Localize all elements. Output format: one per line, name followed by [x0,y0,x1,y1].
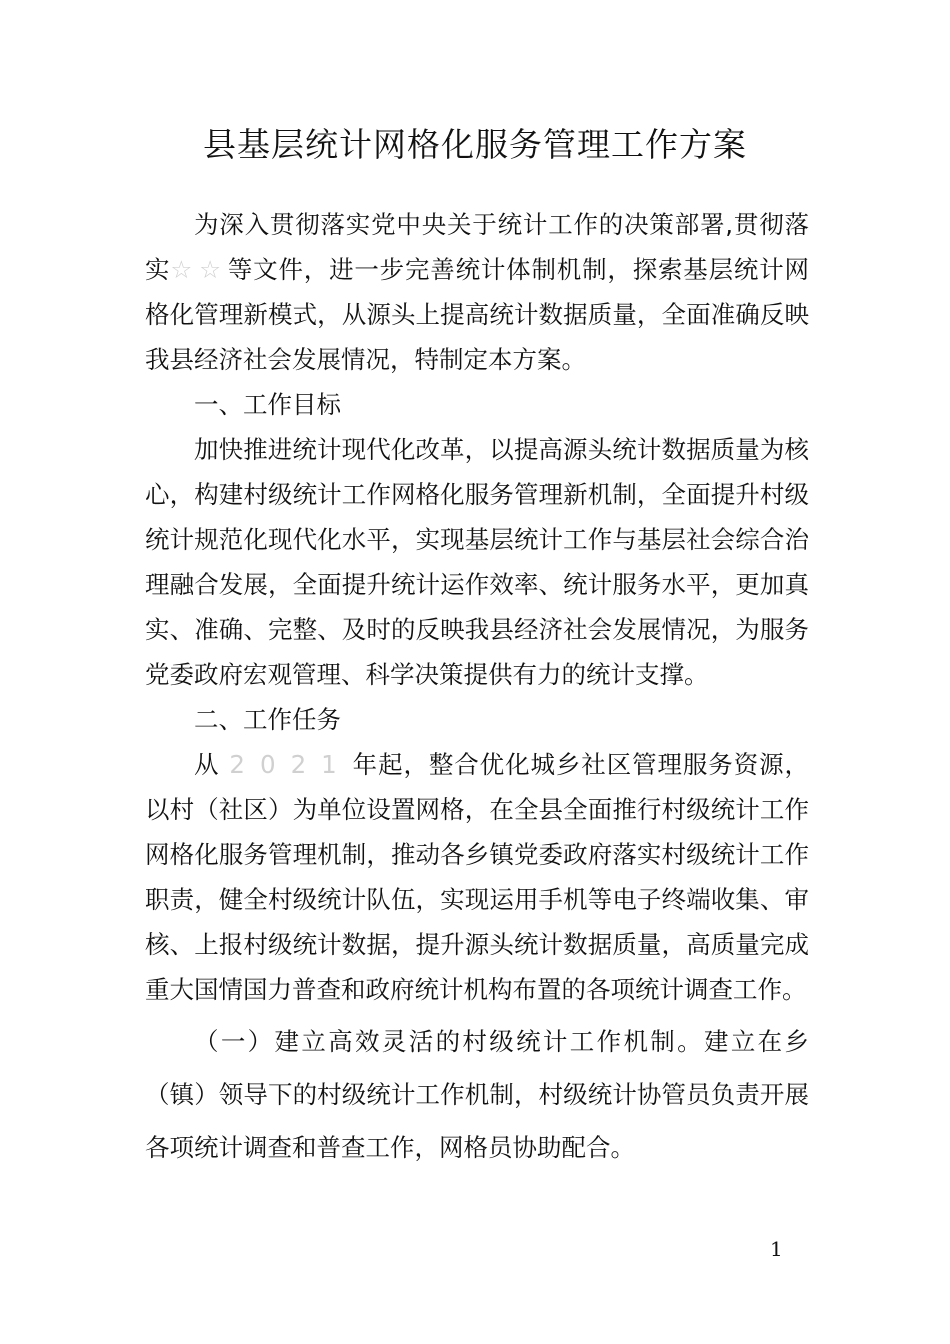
tasks-text-prefix: 从 [194,750,220,779]
intro-text-end: 等文件，进一步完善统计体制机制，探索基层统计网格化管理新模式，从源头上提高统计数据质量，全面准确反映我县经济社会发展情况，特制定本方案。 [145,255,810,374]
redacted-file-name: ☆☆ [170,255,228,284]
page-number: 1 [770,1237,783,1261]
tasks-text-rest: 年起，整合优化城乡社区管理服务资源，以村（社区）为单位设置网格，在全县全面推行村级统计工作网格化服务管理机制，推动各乡镇党委政府落实村级统计工作职责，健全村级统计队伍，实现运用手机等电子终端收集、审核、上报村级统计数据，提升源头统计数据质量，高质量完成重大国情国力普查和政府统计机构布置的各项统计调查工作。 [145,750,810,1004]
intro-paragraph [145,202,809,382]
section-heading-goals: 一、工作目标 [194,390,341,419]
document-body [145,202,809,1174]
section-heading-tasks: 二、工作任务 [194,705,341,734]
intro-text-start: 为深入贯彻落实党中央关于统计工作的决策部署,贯彻落实 [145,210,809,284]
document-title: 县基层统计网格化服务管理工作方案 [203,125,747,164]
goals-paragraph: 加快推进统计现代化改革，以提高源头统计数据质量为核心，构建村级统计工作网格化服务管理新机制，全面提升村级统计规范化现代化水平，实现基层统计工作与基层社会综合治理融合发展，全面提升统计运作效率、统计服务水平，更加真实、准确、完整、及时的反映我县经济社会发展情况，为服务党委政府宏观管理、科学决策提供有力的统计支撑。 [145,435,809,689]
start-year: 2021 [229,750,352,779]
subsection-paragraph: （一）建立高效灵活的村级统计工作机制。建立在乡（镇）领导下的村级统计工作机制，村级统计协管员负责开展各项统计调查和普查工作，网格员协助配合。 [145,1027,809,1162]
tasks-paragraph [145,742,809,1012]
